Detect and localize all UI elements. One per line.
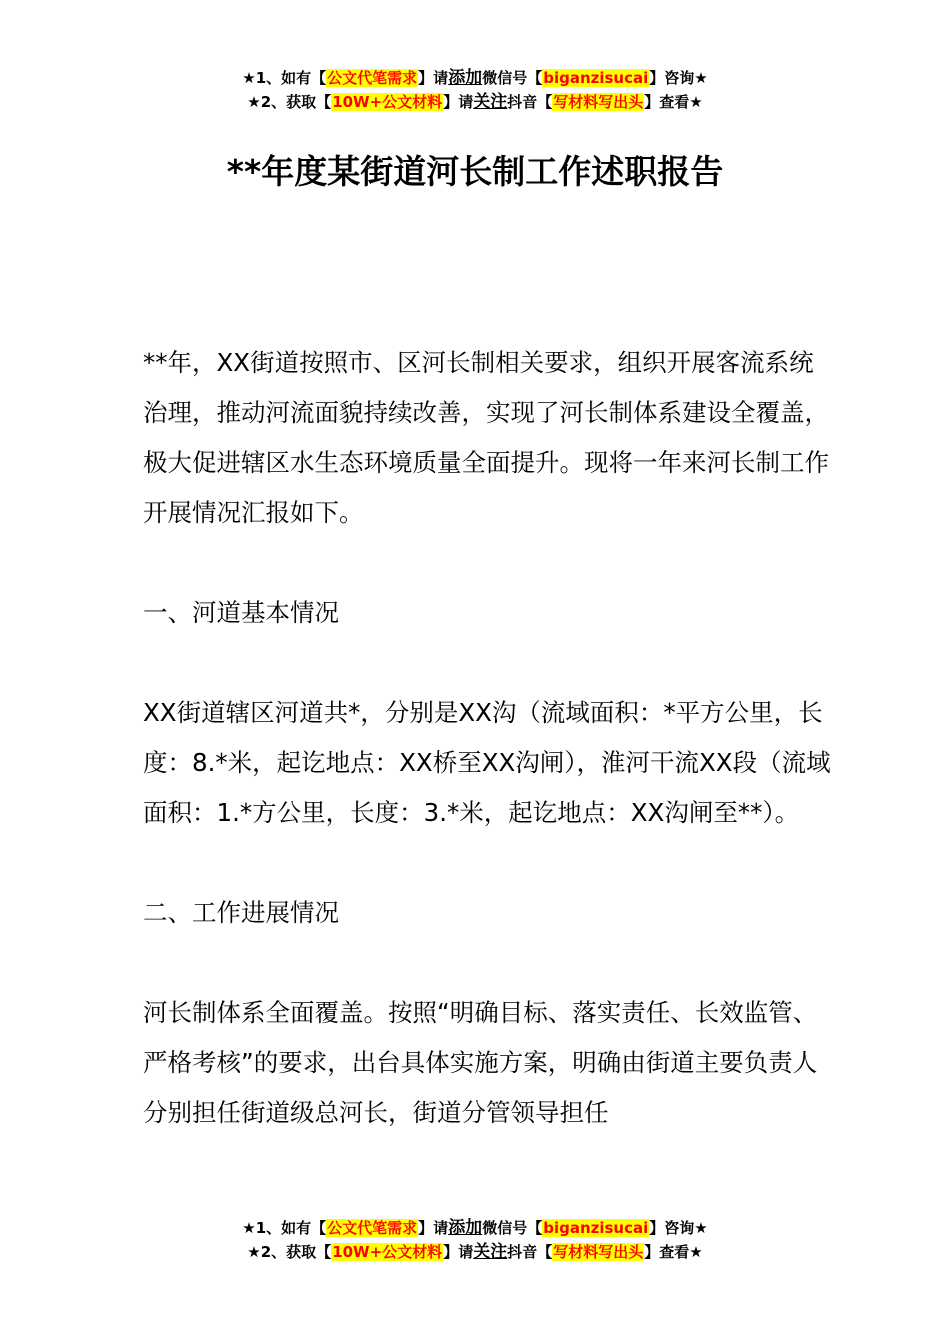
- header-banner: [0, 66, 950, 114]
- banner-line-1: [0, 66, 950, 90]
- banner-text: 抖音【: [507, 93, 553, 111]
- document-body: [143, 338, 833, 1188]
- banner-text: 】请: [443, 1243, 474, 1261]
- footer-banner: [0, 1216, 950, 1264]
- banner-text: 】请: [443, 93, 474, 111]
- banner-text: 】请: [418, 69, 449, 87]
- banner-underline: 添加: [448, 1218, 483, 1238]
- banner-text: ★2、获取【: [247, 93, 332, 111]
- banner-highlight: biganzisucai: [543, 69, 649, 87]
- banner-highlight: biganzisucai: [543, 1219, 649, 1237]
- banner-line-1: [0, 1216, 950, 1240]
- banner-text: ★1、如有【: [242, 1219, 327, 1237]
- banner-text: 】咨询★: [649, 1219, 708, 1237]
- banner-text: 】查看★: [644, 93, 703, 111]
- progress-paragraph: 河长制体系全面覆盖。按照“明确目标、落实责任、长效监管、严格考核”的要求，出台具体实施方案，明确由街道主要负责人分别担任街道级总河长，街道分管领导担任: [143, 998, 818, 1127]
- document-title: **年度某街道河长制工作述职报告: [226, 152, 724, 191]
- banner-highlight: 10W+公文材料: [332, 93, 443, 111]
- banner-text: 】咨询★: [649, 69, 708, 87]
- banner-underline: 关注: [473, 92, 508, 112]
- banner-highlight: 写材料写出头: [553, 93, 644, 111]
- banner-text: ★1、如有【: [242, 69, 327, 87]
- banner-highlight: 公文代笔需求: [327, 69, 418, 87]
- banner-text: ★2、获取【: [247, 1243, 332, 1261]
- section-heading-1: 一、河道基本情况: [143, 598, 339, 627]
- banner-line-2: [0, 1240, 950, 1264]
- banner-text: 】请: [418, 1219, 449, 1237]
- banner-text: 微信号【: [482, 69, 543, 87]
- section-heading-2: 二、工作进展情况: [143, 898, 339, 927]
- banner-text: 微信号【: [482, 1219, 543, 1237]
- banner-highlight: 10W+公文材料: [332, 1243, 443, 1261]
- intro-paragraph: **年，XX街道按照市、区河长制相关要求，组织开展客流系统治理，推动河流面貌持续改善，实现了河长制体系建设全覆盖，极大促进辖区水生态环境质量全面提升。现将一年来河长制工作开展情况汇报如下。: [143, 348, 829, 527]
- river-info-paragraph: XX街道辖区河道共*，分别是XX沟（流域面积：*平方公里，长度：8.*米，起讫地点：XX桥至XX沟闸），淮河干流XX段（流域面积：1.*方公里，长度：3.*米，起讫地点：XX沟闸至**）。: [143, 698, 831, 827]
- banner-highlight: 公文代笔需求: [327, 1219, 418, 1237]
- banner-line-2: [0, 90, 950, 114]
- banner-underline: 添加: [448, 68, 483, 88]
- banner-text: 】查看★: [644, 1243, 703, 1261]
- banner-underline: 关注: [473, 1242, 508, 1262]
- banner-text: 抖音【: [507, 1243, 553, 1261]
- banner-highlight: 写材料写出头: [553, 1243, 644, 1261]
